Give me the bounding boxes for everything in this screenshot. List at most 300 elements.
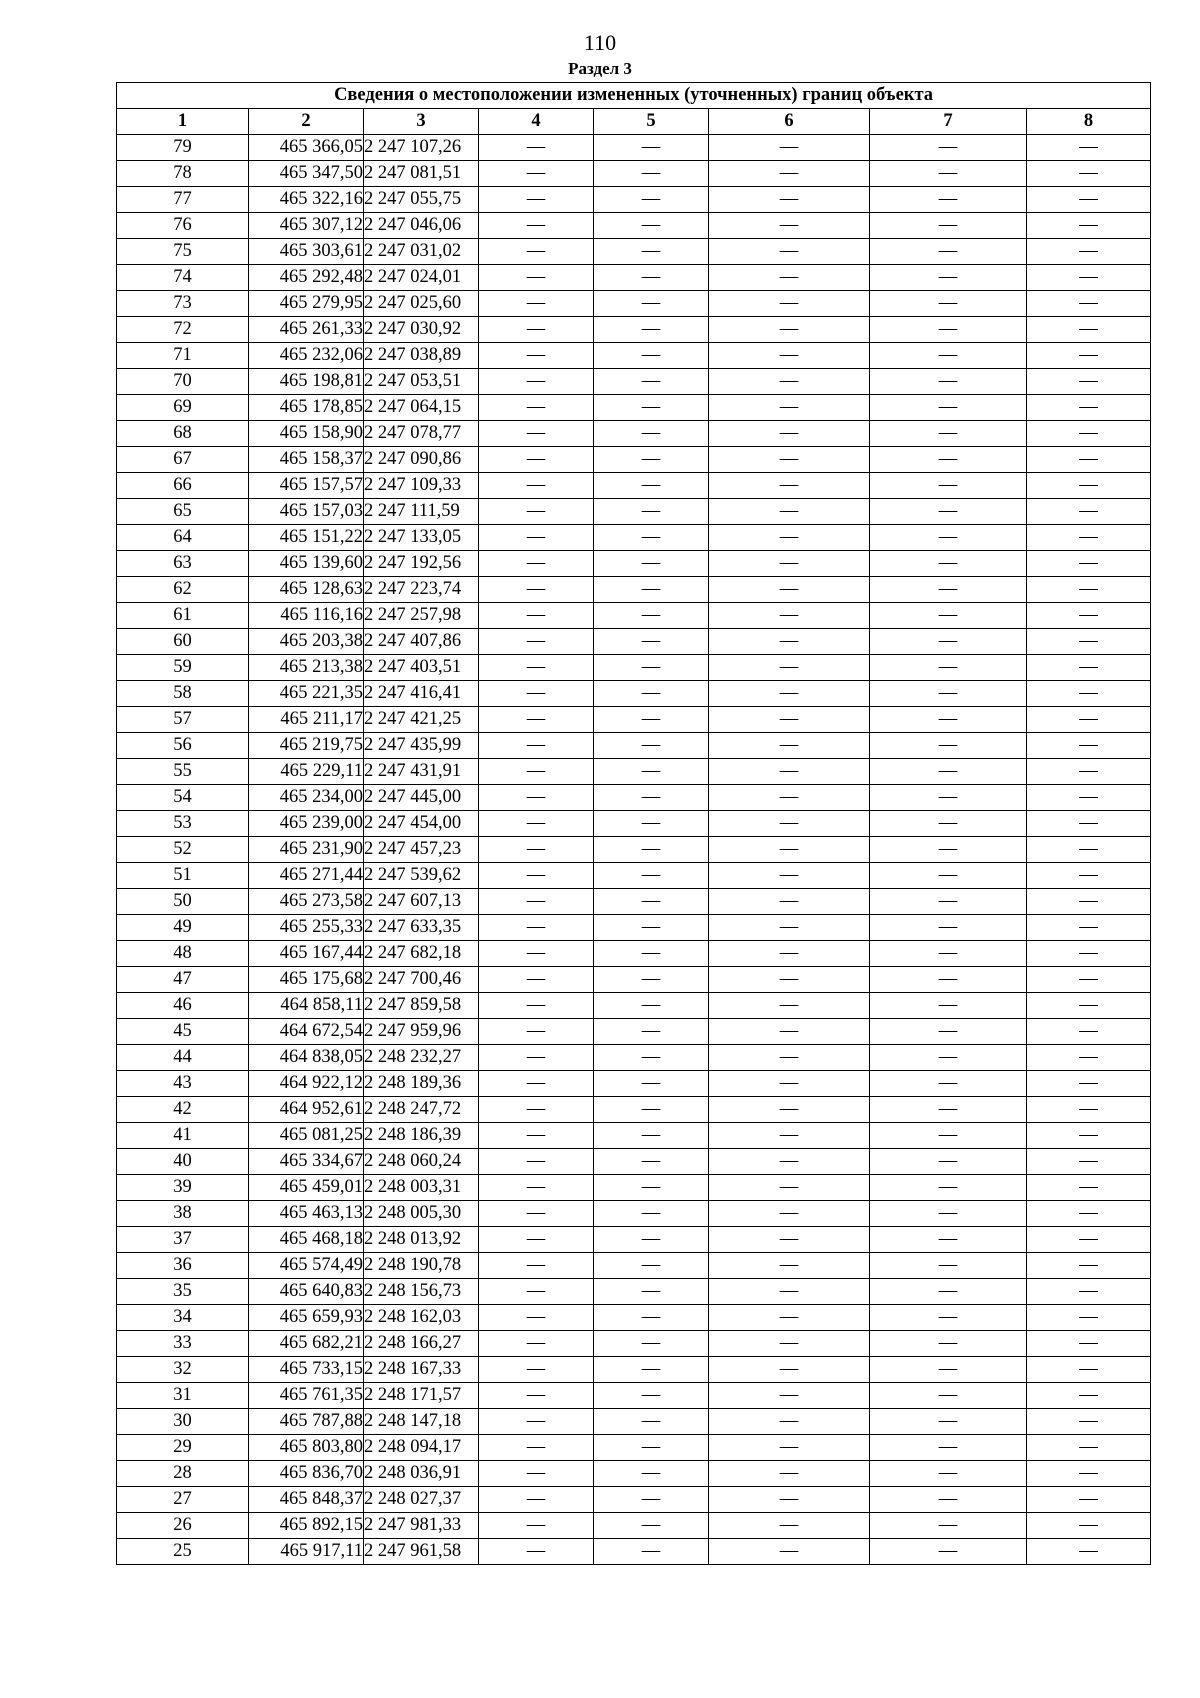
empty-value-cell: — <box>1027 759 1151 785</box>
point-number-cell: 74 <box>117 265 249 291</box>
point-number-cell: 45 <box>117 1019 249 1045</box>
x-coordinate-cell: 465 255,33 <box>249 915 364 941</box>
point-number-cell: 65 <box>117 499 249 525</box>
empty-value-cell: — <box>1027 265 1151 291</box>
empty-value-cell: — <box>1027 733 1151 759</box>
table-row <box>117 1149 1151 1175</box>
table-row <box>117 1227 1151 1253</box>
empty-value-cell: — <box>870 1227 1027 1253</box>
empty-value-cell: — <box>479 499 594 525</box>
empty-value-cell: — <box>479 1045 594 1071</box>
x-coordinate-cell: 465 261,33 <box>249 317 364 343</box>
empty-value-cell: — <box>479 681 594 707</box>
point-number-cell: 31 <box>117 1383 249 1409</box>
empty-value-cell: — <box>709 629 870 655</box>
empty-value-cell: — <box>709 889 870 915</box>
y-coordinate-cell: 2 247 539,62 <box>364 863 479 889</box>
empty-value-cell: — <box>709 837 870 863</box>
x-coordinate-cell: 465 234,00 <box>249 785 364 811</box>
empty-value-cell: — <box>870 1435 1027 1461</box>
x-coordinate-cell: 465 659,93 <box>249 1305 364 1331</box>
point-number-cell: 69 <box>117 395 249 421</box>
y-coordinate-cell: 2 247 607,13 <box>364 889 479 915</box>
empty-value-cell: — <box>479 1357 594 1383</box>
table-row <box>117 889 1151 915</box>
table-row <box>117 265 1151 291</box>
point-number-cell: 39 <box>117 1175 249 1201</box>
empty-value-cell: — <box>1027 161 1151 187</box>
empty-value-cell: — <box>479 395 594 421</box>
empty-value-cell: — <box>870 967 1027 993</box>
table-row <box>117 1539 1151 1565</box>
point-number-cell: 67 <box>117 447 249 473</box>
empty-value-cell: — <box>1027 1045 1151 1071</box>
empty-value-cell: — <box>1027 1227 1151 1253</box>
point-number-cell: 71 <box>117 343 249 369</box>
empty-value-cell: — <box>479 629 594 655</box>
y-coordinate-cell: 2 247 859,58 <box>364 993 479 1019</box>
point-number-cell: 27 <box>117 1487 249 1513</box>
y-coordinate-cell: 2 247 133,05 <box>364 525 479 551</box>
empty-value-cell: — <box>709 915 870 941</box>
empty-value-cell: — <box>870 1071 1027 1097</box>
table-title: Сведения о местоположении измененных (уточненных) границ объекта <box>117 83 1151 109</box>
empty-value-cell: — <box>594 1331 709 1357</box>
empty-value-cell: — <box>594 473 709 499</box>
empty-value-cell: — <box>594 395 709 421</box>
x-coordinate-cell: 465 334,67 <box>249 1149 364 1175</box>
empty-value-cell: — <box>594 265 709 291</box>
empty-value-cell: — <box>479 707 594 733</box>
empty-value-cell: — <box>709 967 870 993</box>
empty-value-cell: — <box>1027 993 1151 1019</box>
empty-value-cell: — <box>479 317 594 343</box>
empty-value-cell: — <box>594 1019 709 1045</box>
empty-value-cell: — <box>1027 603 1151 629</box>
x-coordinate-cell: 465 128,63 <box>249 577 364 603</box>
empty-value-cell: — <box>870 1097 1027 1123</box>
table-row <box>117 473 1151 499</box>
y-coordinate-cell: 2 247 024,01 <box>364 265 479 291</box>
x-coordinate-cell: 465 836,70 <box>249 1461 364 1487</box>
table-caption-row <box>117 83 1151 109</box>
x-coordinate-cell: 465 211,17 <box>249 707 364 733</box>
empty-value-cell: — <box>594 1305 709 1331</box>
point-number-cell: 43 <box>117 1071 249 1097</box>
y-coordinate-cell: 2 248 013,92 <box>364 1227 479 1253</box>
point-number-cell: 32 <box>117 1357 249 1383</box>
column-header: 1 <box>117 109 249 135</box>
x-coordinate-cell: 464 672,54 <box>249 1019 364 1045</box>
table-row <box>117 681 1151 707</box>
empty-value-cell: — <box>594 447 709 473</box>
empty-value-cell: — <box>479 265 594 291</box>
empty-value-cell: — <box>1027 213 1151 239</box>
empty-value-cell: — <box>709 499 870 525</box>
point-number-cell: 54 <box>117 785 249 811</box>
empty-value-cell: — <box>870 915 1027 941</box>
empty-value-cell: — <box>870 369 1027 395</box>
table-row <box>117 655 1151 681</box>
y-coordinate-cell: 2 248 060,24 <box>364 1149 479 1175</box>
y-coordinate-cell: 2 247 107,26 <box>364 135 479 161</box>
empty-value-cell: — <box>594 1383 709 1409</box>
empty-value-cell: — <box>870 785 1027 811</box>
point-number-cell: 63 <box>117 551 249 577</box>
empty-value-cell: — <box>479 551 594 577</box>
y-coordinate-cell: 2 248 036,91 <box>364 1461 479 1487</box>
x-coordinate-cell: 465 322,16 <box>249 187 364 213</box>
x-coordinate-cell: 465 459,01 <box>249 1175 364 1201</box>
y-coordinate-cell: 2 247 192,56 <box>364 551 479 577</box>
empty-value-cell: — <box>870 1357 1027 1383</box>
empty-value-cell: — <box>594 1175 709 1201</box>
table-row <box>117 1019 1151 1045</box>
y-coordinate-cell: 2 247 257,98 <box>364 603 479 629</box>
y-coordinate-cell: 2 247 046,06 <box>364 213 479 239</box>
empty-value-cell: — <box>594 499 709 525</box>
point-number-cell: 37 <box>117 1227 249 1253</box>
empty-value-cell: — <box>870 837 1027 863</box>
empty-value-cell: — <box>594 1513 709 1539</box>
empty-value-cell: — <box>709 1409 870 1435</box>
table-row <box>117 1331 1151 1357</box>
y-coordinate-cell: 2 247 031,02 <box>364 239 479 265</box>
column-header: 5 <box>594 109 709 135</box>
y-coordinate-cell: 2 247 223,74 <box>364 577 479 603</box>
point-number-cell: 47 <box>117 967 249 993</box>
empty-value-cell: — <box>479 1175 594 1201</box>
empty-value-cell: — <box>479 1201 594 1227</box>
empty-value-cell: — <box>870 1149 1027 1175</box>
y-coordinate-cell: 2 248 003,31 <box>364 1175 479 1201</box>
empty-value-cell: — <box>479 993 594 1019</box>
empty-value-cell: — <box>709 395 870 421</box>
table-row <box>117 1409 1151 1435</box>
empty-value-cell: — <box>594 239 709 265</box>
empty-value-cell: — <box>479 1331 594 1357</box>
empty-value-cell: — <box>1027 317 1151 343</box>
empty-value-cell: — <box>870 863 1027 889</box>
empty-value-cell: — <box>709 161 870 187</box>
empty-value-cell: — <box>709 733 870 759</box>
y-coordinate-cell: 2 247 445,00 <box>364 785 479 811</box>
empty-value-cell: — <box>1027 499 1151 525</box>
y-coordinate-cell: 2 248 189,36 <box>364 1071 479 1097</box>
empty-value-cell: — <box>1027 863 1151 889</box>
empty-value-cell: — <box>479 473 594 499</box>
empty-value-cell: — <box>1027 1305 1151 1331</box>
empty-value-cell: — <box>1027 1357 1151 1383</box>
empty-value-cell: — <box>479 525 594 551</box>
empty-value-cell: — <box>1027 1487 1151 1513</box>
empty-value-cell: — <box>709 1201 870 1227</box>
point-number-cell: 51 <box>117 863 249 889</box>
point-number-cell: 57 <box>117 707 249 733</box>
empty-value-cell: — <box>709 993 870 1019</box>
table-row <box>117 993 1151 1019</box>
empty-value-cell: — <box>1027 1201 1151 1227</box>
empty-value-cell: — <box>709 811 870 837</box>
x-coordinate-cell: 465 158,90 <box>249 421 364 447</box>
empty-value-cell: — <box>594 551 709 577</box>
empty-value-cell: — <box>479 135 594 161</box>
empty-value-cell: — <box>1027 1435 1151 1461</box>
empty-value-cell: — <box>870 889 1027 915</box>
empty-value-cell: — <box>709 1123 870 1149</box>
empty-value-cell: — <box>709 135 870 161</box>
column-header: 8 <box>1027 109 1151 135</box>
table-row <box>117 161 1151 187</box>
empty-value-cell: — <box>709 239 870 265</box>
empty-value-cell: — <box>870 941 1027 967</box>
empty-value-cell: — <box>1027 785 1151 811</box>
empty-value-cell: — <box>479 1435 594 1461</box>
point-number-cell: 75 <box>117 239 249 265</box>
empty-value-cell: — <box>709 343 870 369</box>
y-coordinate-cell: 2 248 156,73 <box>364 1279 479 1305</box>
empty-value-cell: — <box>709 369 870 395</box>
empty-value-cell: — <box>709 785 870 811</box>
empty-value-cell: — <box>594 733 709 759</box>
point-number-cell: 77 <box>117 187 249 213</box>
y-coordinate-cell: 2 247 700,46 <box>364 967 479 993</box>
x-coordinate-cell: 465 229,11 <box>249 759 364 785</box>
empty-value-cell: — <box>594 525 709 551</box>
x-coordinate-cell: 465 468,18 <box>249 1227 364 1253</box>
point-number-cell: 38 <box>117 1201 249 1227</box>
empty-value-cell: — <box>479 811 594 837</box>
empty-value-cell: — <box>870 655 1027 681</box>
empty-value-cell: — <box>1027 941 1151 967</box>
x-coordinate-cell: 464 858,11 <box>249 993 364 1019</box>
empty-value-cell: — <box>870 317 1027 343</box>
empty-value-cell: — <box>594 135 709 161</box>
empty-value-cell: — <box>594 811 709 837</box>
empty-value-cell: — <box>479 239 594 265</box>
x-coordinate-cell: 465 848,37 <box>249 1487 364 1513</box>
empty-value-cell: — <box>1027 1383 1151 1409</box>
point-number-cell: 44 <box>117 1045 249 1071</box>
empty-value-cell: — <box>709 265 870 291</box>
empty-value-cell: — <box>870 1461 1027 1487</box>
empty-value-cell: — <box>594 317 709 343</box>
empty-value-cell: — <box>870 135 1027 161</box>
empty-value-cell: — <box>870 577 1027 603</box>
table-row <box>117 1253 1151 1279</box>
x-coordinate-cell: 465 151,22 <box>249 525 364 551</box>
coordinates-table <box>116 82 1151 1565</box>
empty-value-cell: — <box>479 577 594 603</box>
empty-value-cell: — <box>594 863 709 889</box>
empty-value-cell: — <box>594 993 709 1019</box>
empty-value-cell: — <box>594 421 709 447</box>
empty-value-cell: — <box>709 603 870 629</box>
page-number: 110 <box>583 30 617 55</box>
x-coordinate-cell: 465 463,13 <box>249 1201 364 1227</box>
x-coordinate-cell: 465 221,35 <box>249 681 364 707</box>
empty-value-cell: — <box>1027 837 1151 863</box>
point-number-cell: 25 <box>117 1539 249 1565</box>
empty-value-cell: — <box>594 1201 709 1227</box>
point-number-cell: 33 <box>117 1331 249 1357</box>
y-coordinate-cell: 2 247 030,92 <box>364 317 479 343</box>
empty-value-cell: — <box>870 1383 1027 1409</box>
empty-value-cell: — <box>870 525 1027 551</box>
empty-value-cell: — <box>479 733 594 759</box>
empty-value-cell: — <box>870 1279 1027 1305</box>
x-coordinate-cell: 465 307,12 <box>249 213 364 239</box>
empty-value-cell: — <box>479 291 594 317</box>
table-row <box>117 967 1151 993</box>
x-coordinate-cell: 465 347,50 <box>249 161 364 187</box>
empty-value-cell: — <box>709 1253 870 1279</box>
empty-value-cell: — <box>479 1409 594 1435</box>
table-row <box>117 369 1151 395</box>
empty-value-cell: — <box>594 1071 709 1097</box>
empty-value-cell: — <box>594 655 709 681</box>
empty-value-cell: — <box>1027 1539 1151 1565</box>
point-number-cell: 62 <box>117 577 249 603</box>
empty-value-cell: — <box>594 1487 709 1513</box>
empty-value-cell: — <box>1027 1149 1151 1175</box>
empty-value-cell: — <box>709 1175 870 1201</box>
table-row <box>117 1435 1151 1461</box>
table-row <box>117 213 1151 239</box>
empty-value-cell: — <box>1027 473 1151 499</box>
empty-value-cell: — <box>594 1123 709 1149</box>
empty-value-cell: — <box>870 1019 1027 1045</box>
column-header: 2 <box>249 109 364 135</box>
y-coordinate-cell: 2 248 247,72 <box>364 1097 479 1123</box>
empty-value-cell: — <box>709 317 870 343</box>
empty-value-cell: — <box>594 1279 709 1305</box>
empty-value-cell: — <box>1027 1461 1151 1487</box>
table-row <box>117 551 1151 577</box>
y-coordinate-cell: 2 247 038,89 <box>364 343 479 369</box>
empty-value-cell: — <box>709 1357 870 1383</box>
empty-value-cell: — <box>709 1513 870 1539</box>
table-row <box>117 239 1151 265</box>
empty-value-cell: — <box>1027 343 1151 369</box>
table-row <box>117 343 1151 369</box>
empty-value-cell: — <box>870 1331 1027 1357</box>
empty-value-cell: — <box>870 343 1027 369</box>
empty-value-cell: — <box>870 1409 1027 1435</box>
y-coordinate-cell: 2 247 055,75 <box>364 187 479 213</box>
empty-value-cell: — <box>479 837 594 863</box>
point-number-cell: 42 <box>117 1097 249 1123</box>
empty-value-cell: — <box>1027 187 1151 213</box>
empty-value-cell: — <box>870 759 1027 785</box>
empty-value-cell: — <box>479 1461 594 1487</box>
y-coordinate-cell: 2 248 005,30 <box>364 1201 479 1227</box>
empty-value-cell: — <box>479 1305 594 1331</box>
table-row <box>117 1175 1151 1201</box>
point-number-cell: 40 <box>117 1149 249 1175</box>
empty-value-cell: — <box>1027 915 1151 941</box>
x-coordinate-cell: 465 761,35 <box>249 1383 364 1409</box>
empty-value-cell: — <box>1027 681 1151 707</box>
table-row <box>117 629 1151 655</box>
empty-value-cell: — <box>709 551 870 577</box>
y-coordinate-cell: 2 248 162,03 <box>364 1305 479 1331</box>
empty-value-cell: — <box>479 1149 594 1175</box>
empty-value-cell: — <box>709 1461 870 1487</box>
x-coordinate-cell: 465 892,15 <box>249 1513 364 1539</box>
empty-value-cell: — <box>594 343 709 369</box>
x-coordinate-cell: 465 271,44 <box>249 863 364 889</box>
empty-value-cell: — <box>594 941 709 967</box>
y-coordinate-cell: 2 248 027,37 <box>364 1487 479 1513</box>
y-coordinate-cell: 2 247 633,35 <box>364 915 479 941</box>
empty-value-cell: — <box>709 1305 870 1331</box>
empty-value-cell: — <box>870 1539 1027 1565</box>
section-title: Раздел 3 <box>568 59 632 78</box>
x-coordinate-cell: 465 273,58 <box>249 889 364 915</box>
table-row <box>117 1357 1151 1383</box>
empty-value-cell: — <box>1027 447 1151 473</box>
y-coordinate-cell: 2 248 147,18 <box>364 1409 479 1435</box>
y-coordinate-cell: 2 247 454,00 <box>364 811 479 837</box>
empty-value-cell: — <box>479 655 594 681</box>
table-row <box>117 395 1151 421</box>
x-coordinate-cell: 465 292,48 <box>249 265 364 291</box>
empty-value-cell: — <box>709 291 870 317</box>
x-coordinate-cell: 464 922,12 <box>249 1071 364 1097</box>
x-coordinate-cell: 465 158,37 <box>249 447 364 473</box>
y-coordinate-cell: 2 248 186,39 <box>364 1123 479 1149</box>
empty-value-cell: — <box>594 161 709 187</box>
empty-value-cell: — <box>1027 291 1151 317</box>
empty-value-cell: — <box>594 369 709 395</box>
point-number-cell: 48 <box>117 941 249 967</box>
point-number-cell: 58 <box>117 681 249 707</box>
y-coordinate-cell: 2 247 403,51 <box>364 655 479 681</box>
empty-value-cell: — <box>1027 1253 1151 1279</box>
empty-value-cell: — <box>594 1461 709 1487</box>
table-row <box>117 447 1151 473</box>
empty-value-cell: — <box>870 421 1027 447</box>
table-row <box>117 603 1151 629</box>
empty-value-cell: — <box>1027 1331 1151 1357</box>
empty-value-cell: — <box>479 1019 594 1045</box>
x-coordinate-cell: 465 157,57 <box>249 473 364 499</box>
empty-value-cell: — <box>709 421 870 447</box>
point-number-cell: 60 <box>117 629 249 655</box>
y-coordinate-cell: 2 247 435,99 <box>364 733 479 759</box>
empty-value-cell: — <box>709 707 870 733</box>
table-row <box>117 577 1151 603</box>
x-coordinate-cell: 465 787,88 <box>249 1409 364 1435</box>
y-coordinate-cell: 2 247 111,59 <box>364 499 479 525</box>
empty-value-cell: — <box>709 655 870 681</box>
table-row <box>117 291 1151 317</box>
x-coordinate-cell: 465 213,38 <box>249 655 364 681</box>
table-row <box>117 1097 1151 1123</box>
empty-value-cell: — <box>479 1513 594 1539</box>
y-coordinate-cell: 2 247 078,77 <box>364 421 479 447</box>
table-row <box>117 733 1151 759</box>
empty-value-cell: — <box>1027 1279 1151 1305</box>
empty-value-cell: — <box>870 473 1027 499</box>
empty-value-cell: — <box>594 889 709 915</box>
y-coordinate-cell: 2 248 094,17 <box>364 1435 479 1461</box>
empty-value-cell: — <box>1027 811 1151 837</box>
empty-value-cell: — <box>479 603 594 629</box>
x-coordinate-cell: 465 231,90 <box>249 837 364 863</box>
y-coordinate-cell: 2 247 961,58 <box>364 1539 479 1565</box>
